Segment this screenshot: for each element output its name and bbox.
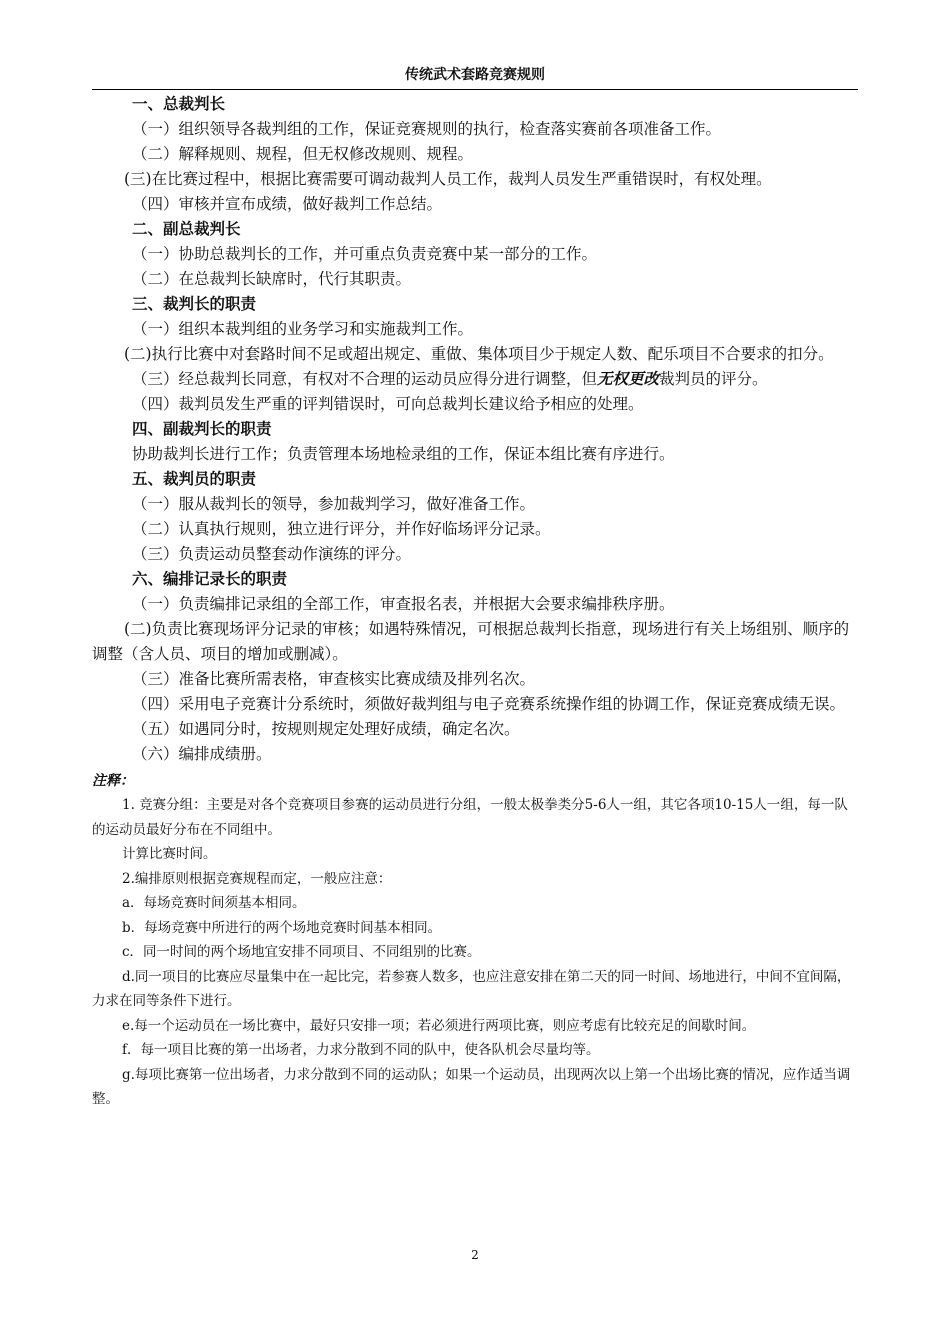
note-item: 2.编排原则根据竞赛规程而定，一般应注意： (122, 870, 392, 887)
notes-title: 注释： (92, 773, 134, 789)
note-item: c．同一时间的两个场地宜安排不同项目、不同组别的比赛。 (122, 944, 481, 960)
paragraph: （四）审核并宣布成绩，做好裁判工作总结。 (132, 195, 443, 213)
paragraph-text: （三）经总裁判长同意，有权对不合理的运动员应得分进行调整，但 (132, 370, 598, 388)
paragraph: （一）组织本裁判组的业务学习和实施裁判工作。 (132, 320, 474, 338)
paragraph: （二）在总裁判长缺席时，代行其职责。 (132, 270, 412, 288)
paragraph: (二)负责比赛现场评分记录的审核；如遇特殊情况，可根据总裁判长指意，现场进行有关上场组别、顺序的调整（含人员、项目的增加或删减）。 (92, 620, 850, 663)
paragraph-text: 裁判员的评分。 (659, 370, 768, 388)
section-heading: 二、副总裁判长 (132, 220, 241, 238)
paragraph: （四）采用电子竞赛计分系统时，须做好裁判组与电子竞赛系统操作组的协调工作，保证竞赛成绩无误。 (132, 695, 846, 713)
note-item: d.同一项目的比赛应尽量集中在一起比完，若参赛人数多，也应注意安排在第二天的同一时间、场地进行，中间不宜间隔，力求在同等条件下进行。 (92, 968, 851, 1009)
paragraph: （一）协助总裁判长的工作，并可重点负责竞赛中某一部分的工作。 (132, 245, 598, 263)
paragraph: （一）负责编排记录组的全部工作，审查报名表，并根据大会要求编排秩序册。 (132, 595, 675, 613)
paragraph: （四）裁判员发生严重的评判错误时，可向总裁判长建议给予相应的处理。 (132, 395, 644, 413)
emphasis-text: 无权更改 (597, 370, 660, 388)
page-body (92, 92, 860, 1112)
note-item: 计算比赛时间。 (122, 846, 217, 862)
section-heading: 六、编排记录长的职责 (132, 570, 288, 588)
paragraph: (三)在比赛过程中，根据比赛需要可调动裁判人员工作，裁判人员发生严重错误时，有权处理。 (124, 170, 772, 188)
paragraph: （一）服从裁判长的领导，参加裁判学习，做好准备工作。 (132, 495, 536, 513)
note-item: e.每一个运动员在一场比赛中，最好只安排一项；若必须进行两项比赛，则应考虑有比较充足的间歇时间。 (122, 1017, 756, 1034)
paragraph (92, 367, 860, 392)
note-item: b．每场竞赛中所进行的两个场地竞赛时间基本相同。 (122, 919, 442, 936)
note-item: f．每一项目比赛的第一出场者，力求分散到不同的队中，使各队机会尽量均等。 (122, 1042, 600, 1058)
note-item: g.每项比赛第一位出场者，力求分散到不同的运动队；如果一个运动员，出现两次以上第一个出场比赛的情况，应作适当调整。 (92, 1066, 851, 1107)
header-rule (92, 89, 858, 90)
paragraph: 协助裁判长进行工作；负责管理本场地检录组的工作，保证本组比赛有序进行。 (132, 445, 675, 463)
paragraph: （三）准备比赛所需表格，审查核实比赛成绩及排列名次。 (132, 670, 536, 688)
paragraph: （六）编排成绩册。 (132, 745, 272, 763)
section-heading: 四、副裁判长的职责 (132, 420, 272, 438)
section-heading: 一、总裁判长 (132, 95, 226, 113)
paragraph: （二）认真执行规则，独立进行评分，并作好临场评分记录。 (132, 520, 551, 538)
running-header: 传统武术套路竞赛规则 (405, 67, 545, 83)
note-item: 1. 竞赛分组：主要是对各个竞赛项目参赛的运动员进行分组，一般太极拳类分5-6人一组，其它各项10-15人一组，每一队的运动员最好分布在不同组中。 (92, 797, 848, 838)
paragraph: （二）解释规则、规程，但无权修改规则、规程。 (132, 145, 474, 163)
paragraph: (二)执行比赛中对套路时间不足或超出规定、重做、集体项目少于规定人数、配乐项目不合要求的扣分。 (124, 345, 834, 363)
paragraph: （五）如遇同分时，按规则规定处理好成绩，确定名次。 (132, 720, 520, 738)
section-heading: 三、裁判长的职责 (132, 295, 257, 313)
section-heading: 五、裁判员的职责 (132, 470, 257, 488)
note-item: a．每场竞赛时间须基本相同。 (122, 895, 306, 911)
page-number: 2 (471, 1248, 479, 1262)
paragraph: （一）组织领导各裁判组的工作，保证竞赛规则的执行，检查落实赛前各项准备工作。 (132, 120, 722, 138)
paragraph: （三）负责运动员整套动作演练的评分。 (132, 545, 412, 563)
